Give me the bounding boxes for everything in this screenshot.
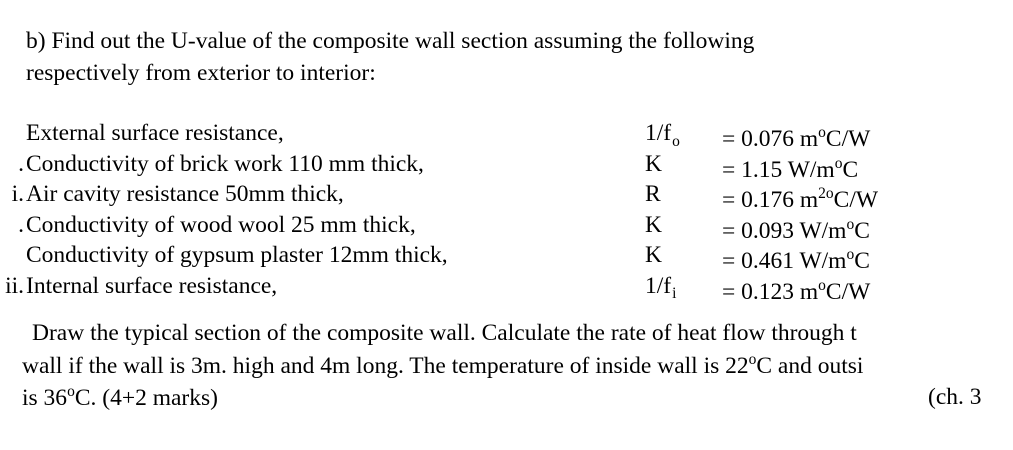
list-item	[0, 210, 1013, 244]
closing-line-2-tail: C and outsi	[756, 352, 864, 379]
closing-line-1: Draw the typical section of the composite wall. Calculate the rate of heat flow through t	[32, 320, 857, 346]
list-item-symbol	[645, 271, 676, 310]
value-superscript: o	[834, 154, 843, 172]
value-number: = 0.093 W/m	[722, 217, 847, 244]
symbol-base: K	[645, 150, 662, 177]
list-item-marker: .	[18, 150, 24, 177]
value-superscript: o	[846, 246, 855, 263]
chapter-reference: (ch. 3	[928, 384, 982, 411]
value-number: = 1.15 W/m	[722, 156, 835, 183]
value-superscript: o	[818, 124, 826, 141]
closing-line-2	[22, 350, 1013, 382]
closing-line-3-tail: C. (4+2 marks)	[74, 384, 218, 411]
closing-line-2-text: wall if the wall is 3m. high and 4m long. The temperature of inside wall is 22	[22, 352, 749, 379]
symbol-base: K	[645, 242, 662, 268]
value-unit: C/W	[825, 278, 871, 305]
value-unit: C	[854, 217, 870, 244]
properties-list	[0, 118, 1013, 305]
value-superscript: o	[846, 215, 855, 233]
symbol-base: K	[645, 211, 662, 238]
list-item-description: Conductivity of gypsum plaster 12mm thick,	[26, 242, 448, 268]
list-item	[0, 179, 1013, 213]
value-unit: C/W	[825, 125, 871, 152]
value-number: = 0.076 m	[722, 125, 819, 152]
list-item-description: External surface resistance,	[26, 120, 284, 146]
symbol-base: 1/f	[645, 272, 672, 299]
list-item-value	[722, 271, 870, 307]
value-superscript: 2o	[818, 185, 834, 202]
list-item	[0, 118, 1013, 152]
question-intro	[26, 26, 986, 90]
question-closing	[22, 318, 1013, 414]
list-item-marker: ii.	[5, 272, 24, 299]
degree-superscript: o	[67, 383, 75, 401]
list-item-description: Internal surface resistance,	[26, 272, 278, 299]
list-item-description: Conductivity of wood wool 25 mm thick,	[26, 211, 416, 238]
symbol-subscript: o	[672, 132, 680, 150]
value-unit: C	[842, 156, 859, 183]
closing-line-3-text: is 36	[22, 384, 68, 411]
list-item-marker: i.	[11, 181, 24, 207]
degree-superscript: o	[748, 350, 757, 368]
symbol-base: 1/f	[645, 120, 672, 146]
closing-line-3	[22, 382, 1013, 414]
value-number: = 0.461 W/m	[722, 247, 847, 274]
symbol-subscript: i	[672, 285, 677, 303]
value-unit: C/W	[833, 186, 879, 213]
question-intro-line-1: b) Find out the U-value of the composite wall section assuming the following	[26, 28, 755, 54]
list-item-description: Conductivity of brick work 110 mm thick,	[26, 150, 424, 177]
list-item-description: Air cavity resistance 50mm thick,	[26, 181, 344, 207]
list-item	[0, 149, 1013, 183]
value-superscript: o	[818, 276, 826, 294]
value-unit: C	[854, 247, 870, 274]
question-intro-line-2: respectively from exterior to interior:	[26, 59, 376, 86]
list-item	[0, 240, 1013, 274]
value-number: = 0.176 m	[722, 186, 819, 213]
symbol-base: R	[645, 181, 661, 207]
list-item	[0, 271, 1013, 305]
list-item-marker: .	[18, 211, 24, 238]
value-number: = 0.123 m	[722, 278, 819, 305]
